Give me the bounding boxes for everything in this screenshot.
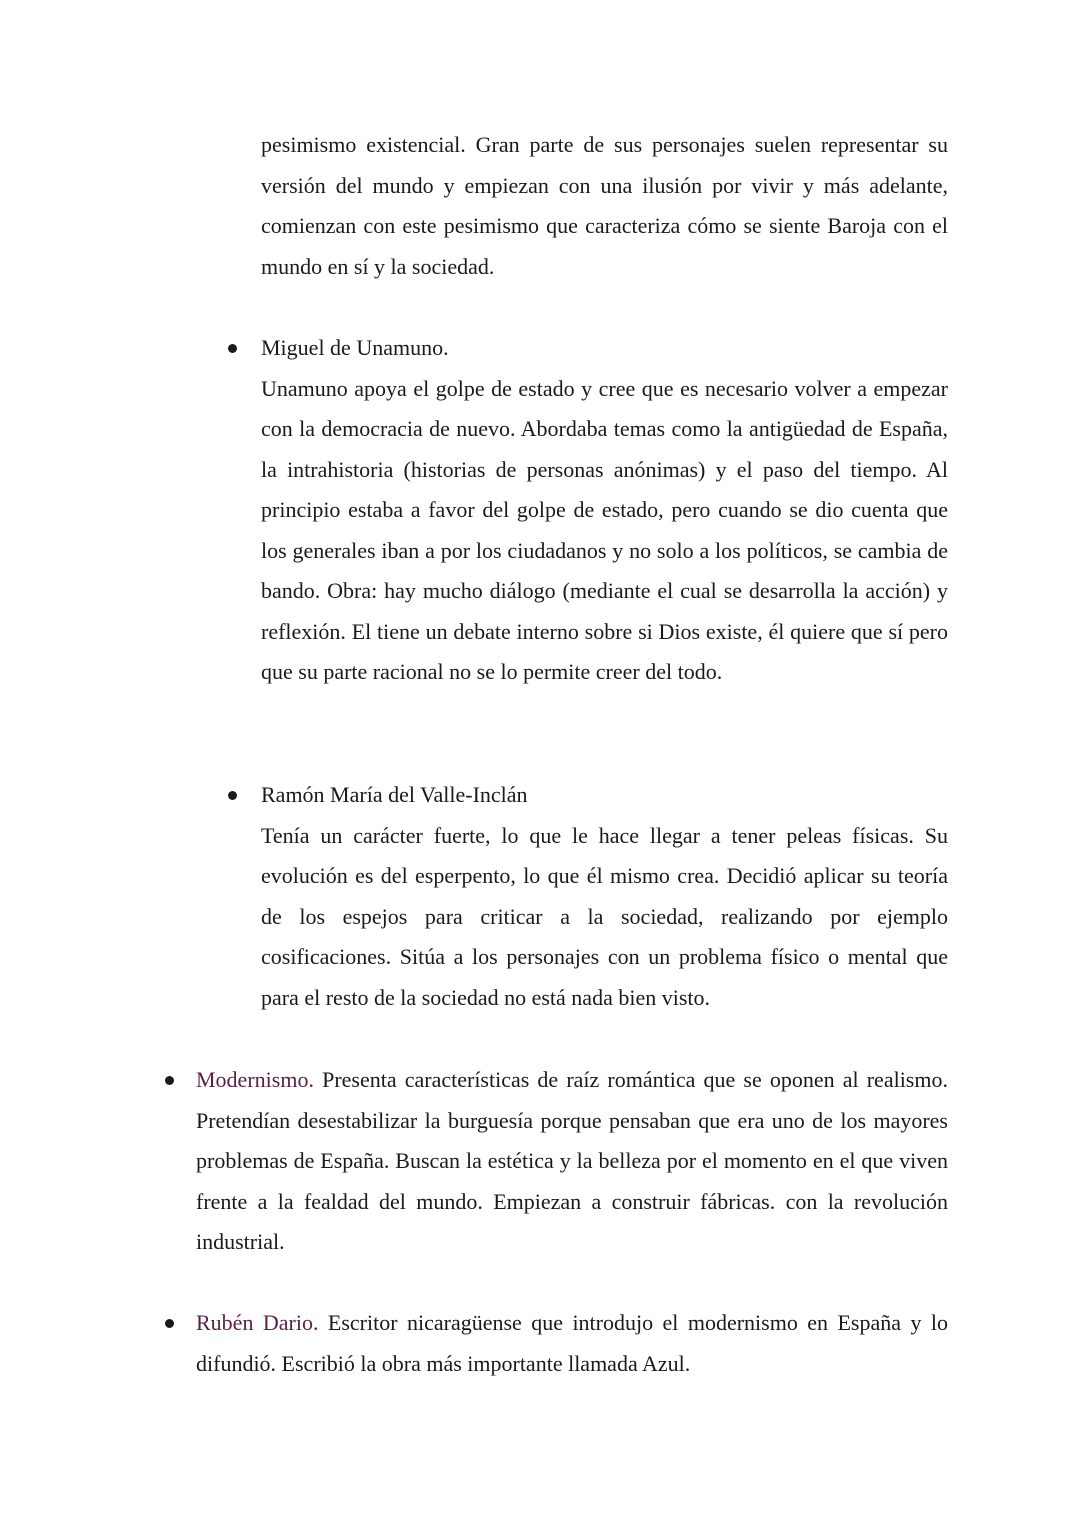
- bullet-icon: [165, 1076, 174, 1085]
- topic-ruben-dario: [196, 1303, 948, 1384]
- bullet-icon: [165, 1319, 174, 1328]
- author-unamuno: [261, 328, 948, 693]
- author-description: Tenía un carácter fuerte, lo que le hace llegar a tener peleas físicas. Su evolución es del esperpento, lo que él mismo crea. Decidió aplicar su teoría de los espejos para criticar a la sociedad, realizando por ejemplo cosificaciones. Sitúa a los personajes con un problema físico o mental que para el resto de la sociedad no está nada bien visto.: [261, 822, 948, 1010]
- topic-modernismo: [196, 1060, 948, 1263]
- topic-term: Modernismo.: [196, 1067, 314, 1092]
- topic-description: Escritor nicaragüense que introdujo el modernismo en España y lo difundió. Escribió la obra más importante llamada Azul.: [196, 1310, 948, 1376]
- author-name: Miguel de Unamuno.: [261, 335, 449, 360]
- bullet-icon: [228, 791, 237, 800]
- topic-description: Presenta características de raíz romántica que se oponen al realismo. Pretendían desestabilizar la burguesía porque pensaban que era uno de los mayores problemas de España. Buscan la estética y la belleza por el momento en el que viven frente a la fealdad del mundo. Empiezan a construir fábricas. con la revolución industrial.: [196, 1067, 948, 1254]
- topic-term: Rubén Dario.: [196, 1310, 319, 1335]
- author-description: Unamuno apoya el golpe de estado y cree que es necesario volver a empezar con la democracia de nuevo. Abordaba temas como la antigüedad de España, la intrahistoria (historias de personas anónimas) y el paso del tiempo. Al principio estaba a favor del golpe de estado, pero cuando se dio cuenta que los generales iban a por los ciudadanos y no solo a los políticos, se cambia de bando. Obra: hay mucho diálogo (mediante el cual se desarrolla la acción) y reflexión. El tiene un debate interno sobre si Dios existe, él quiere que sí pero que su parte racional no se lo permite creer del todo.: [261, 375, 948, 684]
- bullet-icon: [228, 344, 237, 353]
- author-name: Ramón María del Valle-Inclán: [261, 782, 528, 807]
- intro-paragraph: pesimismo existencial. Gran parte de sus personajes suelen representar su versión del mundo y empiezan con una ilusión por vivir y más adelante, comienzan con este pesimismo que caracteriza cómo se siente Baroja con el mundo en sí y la sociedad.: [261, 132, 948, 279]
- author-valle-inclan: [261, 775, 948, 1018]
